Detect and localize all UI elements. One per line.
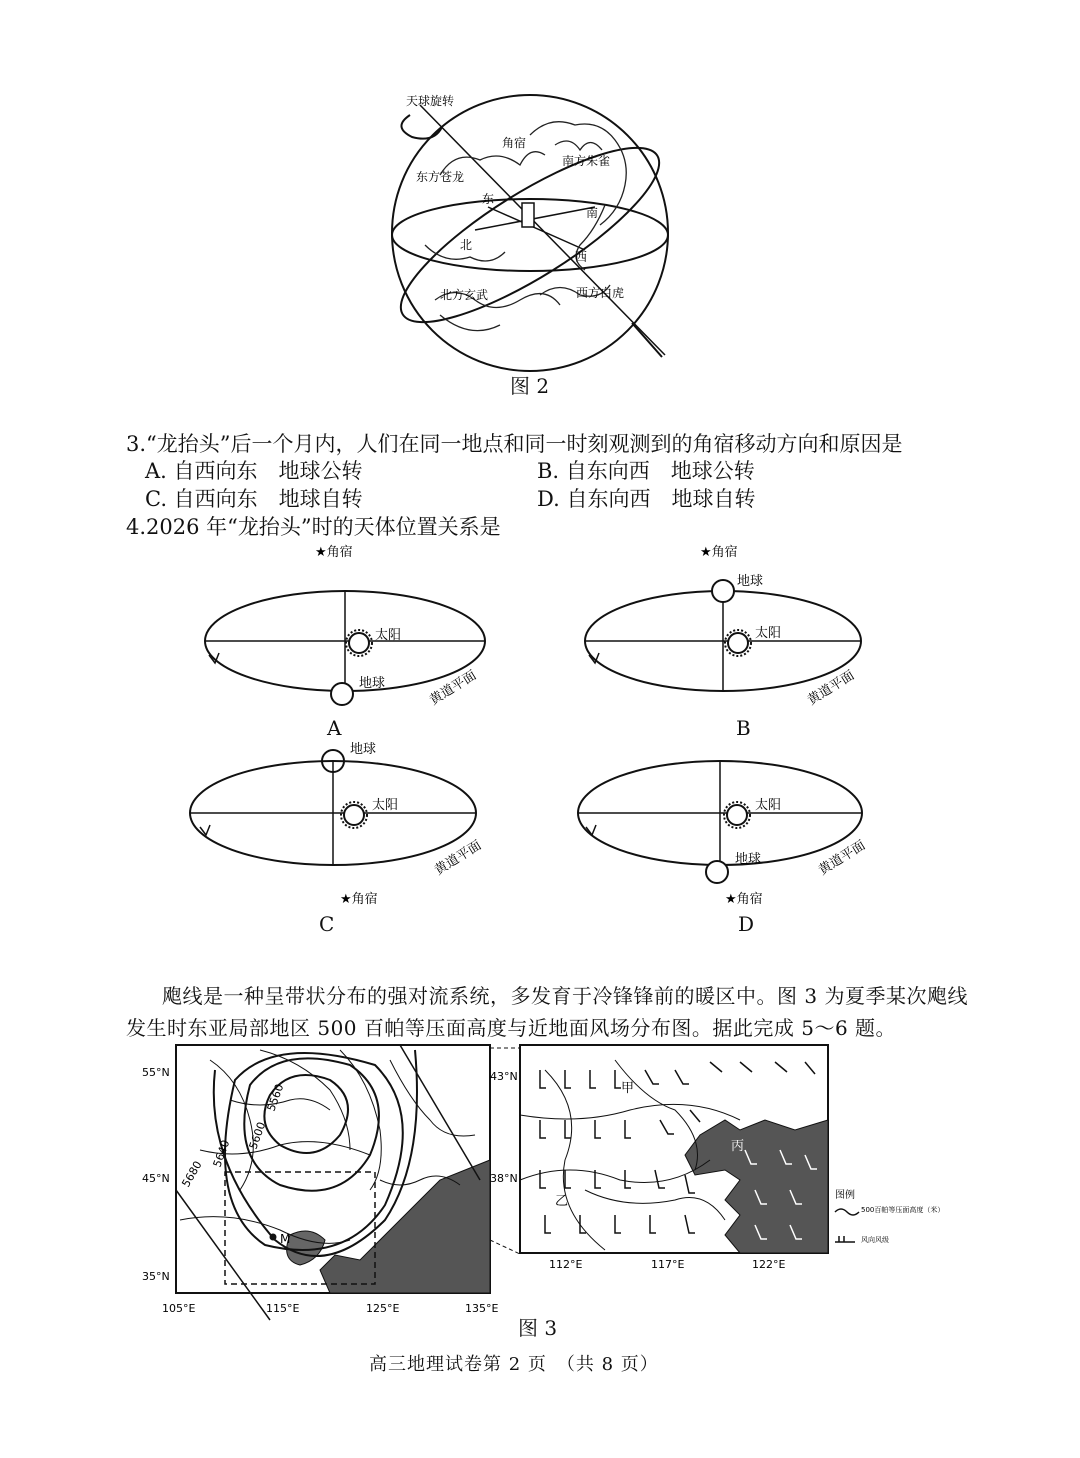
rotation-arrow-icon — [401, 115, 442, 139]
figure2-celestial-sphere — [380, 85, 680, 375]
lon-122: 122°E — [752, 1258, 786, 1271]
q3-option-c[interactable]: C. 自西向东 地球自转 — [145, 487, 363, 511]
figure3-right-map — [485, 1040, 945, 1275]
q3-option-d[interactable]: D. 自东向西 地球自转 — [537, 487, 756, 511]
contour-label-5600: 5600 — [246, 1120, 269, 1152]
label-west: 西 — [575, 250, 588, 264]
page-footer: 高三地理试卷第 2 页 （共 8 页） — [369, 1354, 659, 1375]
legend-contour-icon — [835, 1209, 859, 1215]
ecliptic-label: 黄道平面 — [805, 668, 858, 709]
q3-option-a[interactable]: A. 自西向东 地球公转 — [145, 459, 363, 483]
lat-43: 43°N — [490, 1070, 518, 1083]
earth-label: 地球 — [359, 676, 386, 691]
lon-112: 112°E — [549, 1258, 583, 1271]
region-bing: 丙 — [731, 1139, 745, 1154]
earth-label: 地球 — [737, 574, 764, 589]
q3-stem: 3.“龙抬头”后一个月内，人们在同一地点和同一时刻观测到的角宿移动方向和原因是 — [126, 432, 903, 456]
q4-panel-d[interactable] — [570, 735, 890, 915]
ecliptic-label: 黄道平面 — [816, 838, 869, 879]
legend-wind-desc: 风向风级 — [861, 1236, 889, 1244]
sun-icon — [725, 630, 751, 656]
lon-117: 117°E — [651, 1258, 685, 1271]
star-jiao-xiu: ★角宿 — [340, 892, 378, 907]
lon-135: 135°E — [465, 1302, 499, 1315]
earth-icon — [706, 861, 728, 883]
label-celestial-rotation: 天球旋转 — [406, 94, 455, 108]
q4-panel-c-letter: C — [319, 912, 335, 936]
ecliptic-label: 黄道平面 — [427, 668, 480, 709]
lat-38: 38°N — [490, 1172, 518, 1185]
figure2-caption: 图 2 — [510, 374, 550, 398]
point-m-label: M — [280, 1232, 291, 1246]
lat-55: 55°N — [142, 1066, 170, 1079]
q4-stem: 4.2026 年“龙抬头”时的天体位置关系是 — [126, 515, 501, 539]
legend-wind-icon — [835, 1236, 855, 1242]
label-north: 北 — [460, 238, 473, 252]
label-west-tiger: 西方白虎 — [576, 286, 625, 300]
earth-icon — [712, 580, 734, 602]
passage-line-2: 发生时东亚局部地区 500 百帕等压面高度与近地面风场分布图。据此完成 5～6 题。 — [126, 1016, 897, 1040]
sun-label: 太阳 — [372, 798, 399, 813]
q3-option-b[interactable]: B. 自东向西 地球公转 — [537, 459, 755, 483]
q4-panel-d-letter: D — [738, 912, 755, 936]
q4-panel-b[interactable] — [575, 540, 885, 740]
q4-panel-a[interactable] — [195, 540, 505, 740]
sun-icon — [346, 630, 372, 656]
q4-panel-c[interactable] — [180, 735, 500, 915]
label-east: 东 — [482, 192, 495, 206]
label-east-dragon: 东方苍龙 — [416, 170, 465, 184]
earth-label: 地球 — [735, 852, 762, 867]
lon-105: 105°E — [162, 1302, 196, 1315]
sun-label: 太阳 — [755, 798, 782, 813]
sun-icon — [341, 802, 367, 828]
star-jiao-xiu: ★角宿 — [700, 545, 738, 560]
sun-icon — [724, 802, 750, 828]
earth-label: 地球 — [350, 742, 377, 757]
label-jiao-xiu: 角宿 — [502, 136, 527, 150]
ecliptic-band — [381, 120, 680, 350]
legend-title: 图例 — [835, 1190, 855, 1201]
axis-extension — [632, 323, 662, 357]
lon-125: 125°E — [366, 1302, 400, 1315]
lon-115: 115°E — [266, 1302, 300, 1315]
contour-label-5680: 5680 — [179, 1158, 205, 1190]
label-south: 南 — [586, 206, 599, 220]
lat-35: 35°N — [142, 1270, 170, 1283]
polar-axis — [420, 105, 665, 355]
legend-contour-desc: 500百帕等压面高度（米） — [861, 1206, 945, 1214]
star-jiao-xiu: ★角宿 — [315, 545, 353, 560]
region-jia: 甲 — [621, 1081, 635, 1096]
earth-icon — [331, 683, 353, 705]
label-north-tortoise: 北方玄武 — [440, 288, 489, 302]
figure3-caption: 图 3 — [518, 1316, 558, 1340]
sun-label: 太阳 — [755, 626, 782, 641]
figure3-left-map — [140, 1040, 500, 1320]
q4-panel-a-letter: A — [327, 716, 342, 740]
passage-line-1: 飑线是一种呈带状分布的强对流系统，多发育于冷锋锋前的暖区中。图 3 为夏季某次飑线 — [162, 984, 968, 1008]
q4-panel-b-letter: B — [736, 716, 751, 740]
lat-45: 45°N — [142, 1172, 170, 1185]
ecliptic-label: 黄道平面 — [432, 838, 485, 879]
region-yi: 乙 — [555, 1194, 569, 1209]
contour-label-5560: 5560 — [264, 1082, 287, 1114]
contour-label-5640: 5640 — [210, 1138, 233, 1170]
sun-label: 太阳 — [375, 628, 402, 643]
label-south-vermilion: 南方朱雀 — [562, 154, 611, 168]
point-m — [270, 1234, 277, 1241]
star-jiao-xiu: ★角宿 — [725, 892, 763, 907]
